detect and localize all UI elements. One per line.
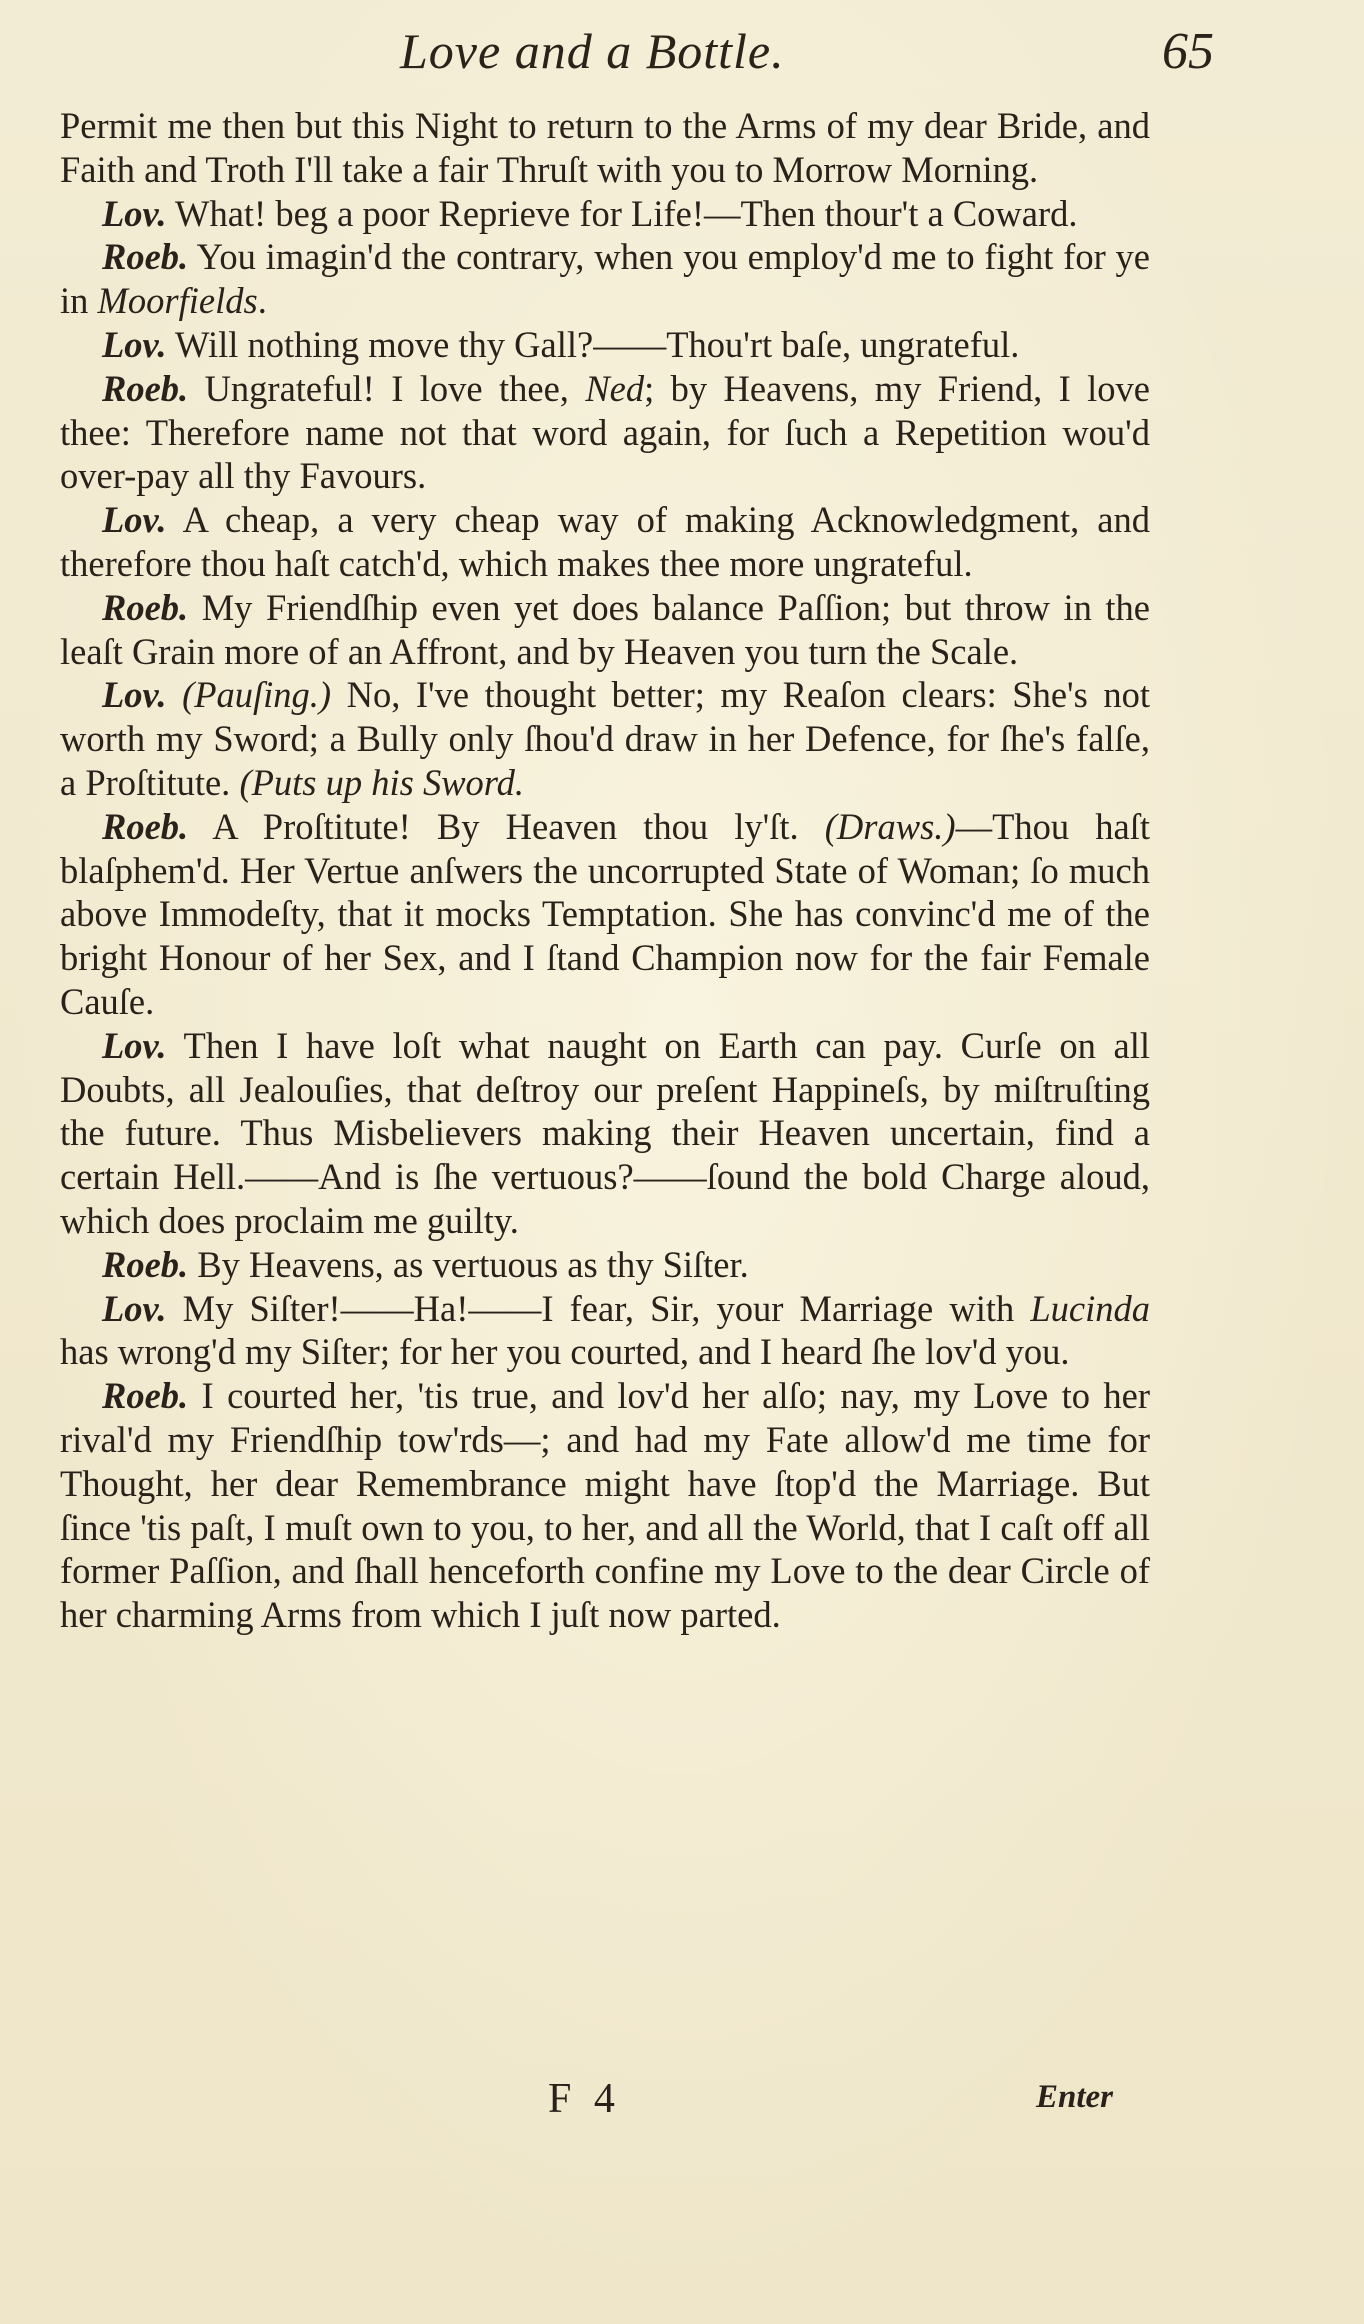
catchword: Enter: [1036, 2079, 1114, 2115]
dialogue-text: —Thou haſt blaſphem'd. Her Vertue anſwers the uncorrupted State of Woman; ſo much above Immodeſty, that it mocks Temptation. She has convinc'd me of the bright Honour of her Sex, and I ſtand Champion now for the fair Female Cauſe.: [60, 805, 1151, 1022]
dialogue-text: My Friendſhip even yet does balance Paſſion; but throw in the leaſt Grain more of an Affront, and by Heaven you turn the Scale.: [60, 586, 1150, 672]
speaker-name: Lov.: [102, 1287, 167, 1329]
dialogue-paragraph: [60, 498, 1150, 586]
dialogue-text: Permit me then but this Night to return to the Arms of my dear Bride, and Faith and Troth I'll take a fair Thruſt with you to Morrow Morning.: [60, 105, 1150, 190]
dialogue-text: has wrong'd my Siſter; for her you courted, and I heard ſhe lov'd you.: [60, 1331, 1070, 1373]
dialogue-paragraph: [60, 805, 1150, 1024]
dialogue-text: My Siſter!——Ha!——I fear, Sir, your Marriage with: [166, 1287, 1031, 1329]
dialogue-text: No, I've thought better; my Reaſon clears: She's not worth my Sword; a Bully only ſhou'd draw in her Defence, for ſhe's falſe, a Proſtitute.: [60, 674, 1151, 803]
dialogue-paragraph: [60, 367, 1150, 498]
dialogue-paragraph: [60, 104, 1150, 192]
speaker-name: Lov.: [102, 192, 167, 234]
dialogue-paragraph: [60, 673, 1150, 804]
page-number: 65: [1162, 23, 1214, 80]
stage-direction: (Pauſing.): [182, 674, 332, 716]
dialogue-paragraph: [60, 1374, 1150, 1637]
dialogue-paragraph: [60, 192, 1150, 236]
dialogue-paragraph: [60, 235, 1150, 323]
proper-name: Lucinda: [1030, 1287, 1150, 1329]
speaker-name: Lov.: [102, 674, 167, 716]
dialogue-text: You imagin'd the contrary, when you employ'd me to fight for ye in: [60, 236, 1150, 322]
dialogue-paragraph: [60, 586, 1150, 674]
stage-direction: (Puts up his Sword.: [239, 761, 525, 803]
speaker-name: Roeb.: [102, 1375, 189, 1417]
dialogue-text: What! beg a poor Reprieve for Life!—Then thour't a Coward.: [166, 192, 1078, 234]
dialogue-paragraph: [60, 1287, 1150, 1375]
dialogue-text: Ungrateful! I love thee,: [188, 367, 586, 409]
speaker-name: Roeb.: [102, 1243, 189, 1285]
dialogue-paragraph: [60, 323, 1150, 367]
dialogue-text: A Proſtitute! By Heaven thou ly'ſt.: [188, 805, 825, 847]
dialogue-paragraph: [60, 1024, 1150, 1243]
speaker-name: Lov.: [102, 323, 167, 365]
stage-direction: (Draws.): [824, 805, 956, 847]
dialogue-text: Will nothing move thy Gall?——Thou'rt baſe, ungrateful.: [166, 323, 1020, 365]
proper-name: Moorfields: [97, 280, 258, 322]
speaker-name: Roeb.: [102, 805, 189, 847]
running-title: Love and a Bottle.: [400, 23, 785, 79]
proper-name: Ned: [585, 367, 645, 409]
dialogue-text: .: [257, 280, 267, 322]
speaker-name: Lov.: [102, 1024, 167, 1066]
speaker-name: Roeb.: [102, 367, 189, 409]
dialogue-text: A cheap, a very cheap way of making Acknowledgment, and therefore thou haſt catch'd, which makes thee more ungrateful.: [60, 499, 1150, 584]
dialogue-text: ; by Heavens, my Friend, I love thee: Therefore name not that word again, for ſuch a Repetition wou'd over-pay all thy Favours.: [60, 367, 1150, 497]
dialogue-text: By Heavens, as vertuous as thy Siſter.: [188, 1243, 749, 1285]
speaker-name: Lov.: [102, 499, 167, 541]
dialogue-paragraph: [60, 1243, 1150, 1287]
dialogue-text: Then I have loſt what naught on Earth can pay. Curſe on all Doubts, all Jealouſies, that deſtroy our preſent Happineſs, by miſtruſting the future. Thus Misbelievers making their Heaven uncertain, find a certain Hell.——And is ſhe vertuous?——ſound the bold Charge aloud, which does proclaim me guilty.: [60, 1024, 1150, 1241]
body-text: [60, 104, 1150, 1637]
speaker-name: Roeb.: [102, 236, 189, 278]
dialogue-text: I courted her, 'tis true, and lov'd her alſo; nay, my Love to her rival'd my Friendſhip tow'rds—; and had my Fate allow'd me time for Thought, her dear Remembrance might have ſtop'd the Marriage. But ſince 'tis paſt, I muſt own to you, to her, and all the World, that I caſt off all former Paſſion, and ſhall henceforth confine my Love to the dear Circle of her charming Arms from which I juſt now parted.: [60, 1375, 1150, 1636]
speaker-name: Roeb.: [102, 586, 189, 628]
signature-mark: F 4: [548, 2076, 621, 2122]
